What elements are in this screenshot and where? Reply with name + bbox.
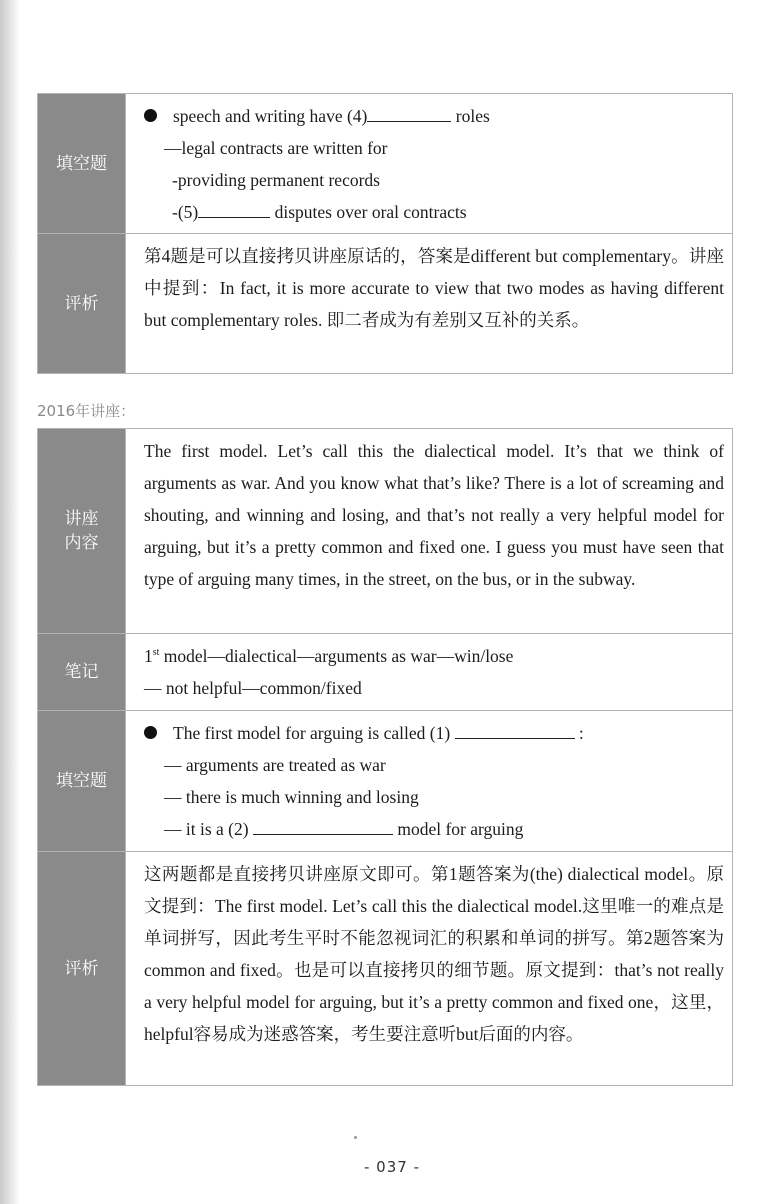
row-content-fill-in	[125, 94, 732, 233]
page-edge-shadow	[0, 0, 20, 1204]
row-content-notes	[125, 634, 732, 710]
bullet-line: speech and writing have (4) roles	[144, 100, 724, 132]
bullet-icon	[144, 726, 157, 739]
lecture-text: The first model. Let’s call this the dialectical model. It’s that we think of arguments as war. And you know what that’s like? There is a lot of screaming and shouting, and winning and losing, and that’s not really a very helpful model for arguing, but it’s a pretty common and fixed one. I guess you must have seen that type of arguing many times, in the street, on the bus, or in the subway.	[144, 441, 724, 589]
bullet-line: The first model for arguing is called (1) :	[144, 717, 724, 749]
row-label-fill-in: 填空题	[38, 711, 125, 851]
table-row	[38, 233, 732, 373]
row-label-fill-in: 填空题	[38, 94, 125, 233]
row-content-analysis	[125, 234, 732, 373]
row-label-lecture-content: 讲座 内容	[38, 429, 125, 633]
notes-line: — not helpful—common/fixed	[144, 678, 362, 698]
row-content-lecture	[125, 429, 732, 633]
blank-2	[253, 820, 393, 835]
sub-line: -providing permanent records	[172, 170, 380, 190]
table-row	[38, 633, 732, 710]
row-label-analysis: 评析	[38, 852, 125, 1085]
sub-line: — arguments are treated as war	[164, 755, 386, 775]
decorative-dot	[354, 1136, 357, 1139]
section-title: 2016年讲座：	[37, 402, 136, 420]
row-content-fill-in	[125, 711, 732, 851]
blank-5	[198, 203, 270, 218]
notes-line: 1st model—dialectical—arguments as war—win/lose	[144, 646, 514, 666]
table-row	[38, 94, 732, 233]
table-2016-lecture	[37, 428, 733, 1086]
table-row	[38, 710, 732, 851]
sub-line: — there is much winning and losing	[164, 787, 419, 807]
table-2015-lecture	[37, 93, 733, 374]
sub-line: —legal contracts are written for	[164, 138, 388, 158]
blank-4	[367, 107, 451, 122]
page-number: - 037 -	[364, 1158, 420, 1176]
analysis-text: 这两题都是直接拷贝讲座原文即可。第1题答案为(the) dialectical model。原文提到：The first model. Let’s call this the dialectical model.这里唯一的难点是单词拼写，因此考生平时不能忽视词汇的积累和单词的拼写。第2题答案为common and fixed。也是可以直接拷贝的细节题。原文提到：that’s not really a very helpful model for arguing, but it’s a pretty common and fixed one，这里，helpful容易成为迷惑答案，考生要注意听but后面的内容。	[144, 864, 724, 1044]
sub-line: -(5) disputes over oral contracts	[172, 202, 467, 222]
row-label-notes: 笔记	[38, 634, 125, 710]
row-label-analysis: 评析	[38, 234, 125, 373]
table-row	[38, 851, 732, 1085]
blank-1	[455, 724, 575, 739]
table-row	[38, 429, 732, 633]
bullet-icon	[144, 109, 157, 122]
row-content-analysis	[125, 852, 732, 1085]
sub-line: — it is a (2) model for arguing	[164, 819, 524, 839]
analysis-text: 第4题是可以直接拷贝讲座原话的，答案是different but complementary。讲座中提到：In fact, it is more accurate to view that two modes as having different but complementary roles. 即二者成为有差别又互补的关系。	[144, 246, 724, 330]
